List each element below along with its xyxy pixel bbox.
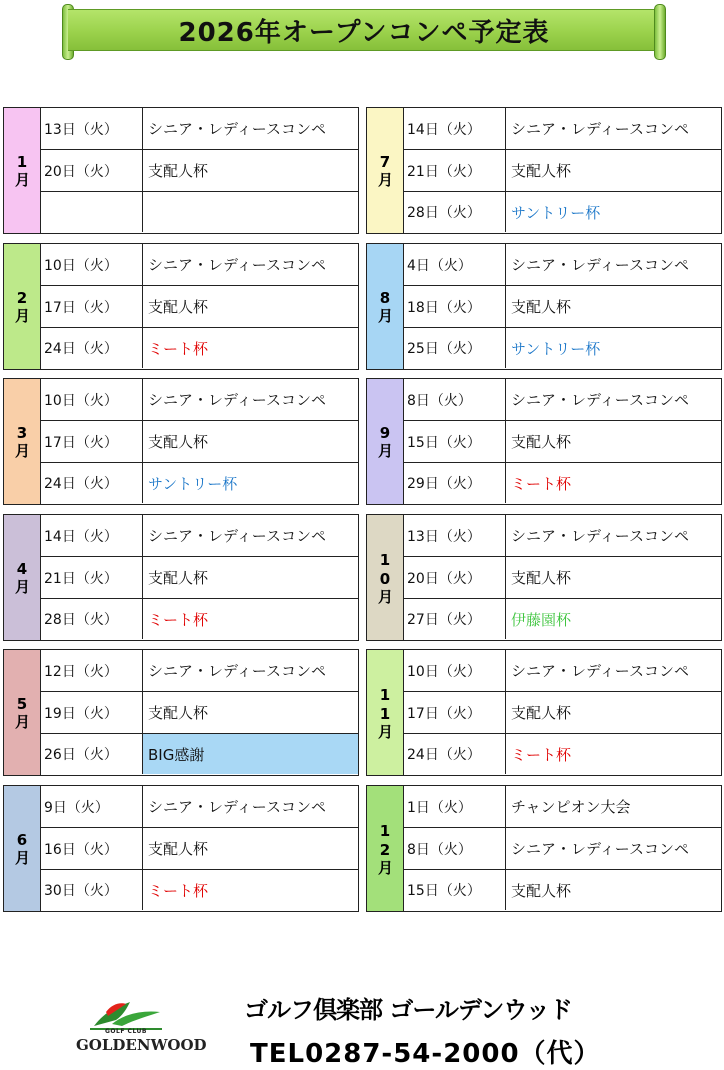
logo-text: GOLDENWOOD xyxy=(76,1036,207,1054)
event-name: 支配人杯 xyxy=(148,298,209,316)
event-date: 12日（火） xyxy=(40,650,143,691)
event-date: 24日（火） xyxy=(40,463,143,503)
month-block xyxy=(3,107,359,234)
logo-subtext: GOLF CLUB xyxy=(105,1028,147,1035)
event-name: サントリー杯 xyxy=(148,474,238,493)
schedule-row xyxy=(403,244,721,286)
event-name: 支配人杯 xyxy=(148,569,209,587)
schedule-row xyxy=(403,599,721,639)
event-date: 29日（火） xyxy=(403,463,506,503)
event-name: 支配人杯 xyxy=(511,298,572,316)
schedule-row xyxy=(403,557,721,599)
schedule-row xyxy=(40,328,358,368)
month-block xyxy=(366,378,722,505)
event-date: 21日（火） xyxy=(403,150,506,191)
event-name: シニア・レディースコンペ xyxy=(148,527,327,545)
event-date: 20日（火） xyxy=(40,150,143,191)
schedule-row xyxy=(403,515,721,557)
event-date: 10日（火） xyxy=(403,650,506,691)
event-date: 16日（火） xyxy=(40,828,143,869)
schedule-row xyxy=(40,734,358,774)
telephone-number: TEL0287-54-2000（代） xyxy=(250,1039,601,1069)
month-block xyxy=(366,107,722,234)
schedule-row xyxy=(403,463,721,503)
event-name: シニア・レディースコンペ xyxy=(148,256,327,274)
schedule-row xyxy=(403,379,721,421)
page-title: 2026年オープンコンペ予定表 xyxy=(178,17,550,48)
event-date: 21日（火） xyxy=(40,557,143,598)
event-name: シニア・レディースコンペ xyxy=(511,391,690,409)
event-name: シニア・レディースコンペ xyxy=(148,391,327,409)
month-label: 10月 xyxy=(367,515,404,640)
event-name: 支配人杯 xyxy=(511,881,572,900)
schedule-row xyxy=(40,421,358,463)
schedule-row xyxy=(40,515,358,557)
event-date xyxy=(40,192,143,232)
schedule-row xyxy=(40,828,358,870)
event-name: ミート杯 xyxy=(148,881,209,900)
schedule-row xyxy=(403,108,721,150)
event-date: 27日（火） xyxy=(403,599,506,639)
event-name: 支配人杯 xyxy=(148,840,209,858)
event-name: シニア・レディースコンペ xyxy=(511,256,690,274)
event-date: 15日（火） xyxy=(403,870,506,910)
event-name: 伊藤園杯 xyxy=(511,610,572,629)
event-date: 14日（火） xyxy=(40,515,143,556)
month-block xyxy=(366,514,722,641)
month-label: 12月 xyxy=(367,786,404,911)
schedule-row xyxy=(40,692,358,734)
month-label: 11月 xyxy=(367,650,404,775)
event-name: 支配人杯 xyxy=(511,162,572,180)
event-name: シニア・レディースコンペ xyxy=(511,662,690,680)
month-label: 9月 xyxy=(367,379,404,504)
event-name: ミート杯 xyxy=(148,339,209,358)
event-date: 19日（火） xyxy=(40,692,143,733)
month-block xyxy=(366,785,722,912)
schedule-row xyxy=(40,650,358,692)
event-name: BIG感謝 xyxy=(143,734,358,774)
schedule-row xyxy=(40,379,358,421)
event-date: 17日（火） xyxy=(40,421,143,462)
month-block xyxy=(3,785,359,912)
month-block xyxy=(366,649,722,776)
event-date: 17日（火） xyxy=(40,286,143,327)
month-label: 2月 xyxy=(4,244,41,369)
event-date: 9日（火） xyxy=(40,786,143,827)
event-date: 1日（火） xyxy=(403,786,506,827)
schedule-row xyxy=(403,734,721,774)
month-label: 5月 xyxy=(4,650,41,775)
month-block xyxy=(3,514,359,641)
event-name xyxy=(143,192,358,232)
event-name: 支配人杯 xyxy=(148,704,209,722)
event-date: 15日（火） xyxy=(403,421,506,462)
event-date: 17日（火） xyxy=(403,692,506,733)
schedule-row xyxy=(403,192,721,232)
event-name: シニア・レディースコンペ xyxy=(148,798,327,816)
event-date: 18日（火） xyxy=(403,286,506,327)
schedule-row xyxy=(403,650,721,692)
club-name: ゴルフ倶楽部 ゴールデンウッド xyxy=(244,996,572,1024)
event-date: 8日（火） xyxy=(403,828,506,869)
event-name: ミート杯 xyxy=(148,610,209,629)
event-date: 10日（火） xyxy=(40,379,143,420)
event-date: 14日（火） xyxy=(403,108,506,149)
month-label: 4月 xyxy=(4,515,41,640)
event-date: 10日（火） xyxy=(40,244,143,285)
schedule-row xyxy=(40,786,358,828)
schedule-row xyxy=(40,192,358,232)
event-name: シニア・レディースコンペ xyxy=(148,662,327,680)
schedule-row xyxy=(40,870,358,910)
month-label: 7月 xyxy=(367,108,404,233)
event-date: 20日（火） xyxy=(403,557,506,598)
event-name: ミート杯 xyxy=(511,745,572,764)
month-label: 1月 xyxy=(4,108,41,233)
schedule-row xyxy=(403,692,721,734)
month-label: 6月 xyxy=(4,786,41,911)
event-name: 支配人杯 xyxy=(511,704,572,722)
month-block xyxy=(3,649,359,776)
event-name: シニア・レディースコンペ xyxy=(511,120,690,138)
month-block xyxy=(3,378,359,505)
schedule-row xyxy=(40,244,358,286)
event-name: シニア・レディースコンペ xyxy=(511,527,690,545)
event-date: 30日（火） xyxy=(40,870,143,910)
event-name: 支配人杯 xyxy=(511,433,572,451)
event-name: チャンピオン大会 xyxy=(511,798,631,816)
month-block xyxy=(3,243,359,370)
month-block xyxy=(366,243,722,370)
banner-band xyxy=(68,9,660,51)
schedule-row xyxy=(403,286,721,328)
schedule-row xyxy=(403,870,721,910)
event-name: サントリー杯 xyxy=(511,339,601,358)
event-date: 26日（火） xyxy=(40,734,143,774)
banner-roll-right xyxy=(654,4,666,60)
event-date: 13日（火） xyxy=(40,108,143,149)
event-date: 25日（火） xyxy=(403,328,506,368)
schedule-row xyxy=(40,463,358,503)
month-label: 8月 xyxy=(367,244,404,369)
event-name: 支配人杯 xyxy=(148,162,209,180)
schedule-row xyxy=(403,328,721,368)
event-date: 28日（火） xyxy=(40,599,143,639)
event-name: サントリー杯 xyxy=(511,203,601,222)
event-name: 支配人杯 xyxy=(511,569,572,587)
club-logo xyxy=(76,1000,207,1062)
schedule-row xyxy=(40,108,358,150)
schedule-row xyxy=(40,557,358,599)
event-date: 28日（火） xyxy=(403,192,506,232)
event-name: シニア・レディースコンペ xyxy=(511,840,690,858)
schedule-row xyxy=(403,421,721,463)
schedule-row xyxy=(403,828,721,870)
schedule-row xyxy=(40,150,358,192)
event-date: 24日（火） xyxy=(40,328,143,368)
event-date: 4日（火） xyxy=(403,244,506,285)
title-banner xyxy=(62,2,666,60)
schedule-row xyxy=(40,599,358,639)
schedule-row xyxy=(403,786,721,828)
schedule-row xyxy=(403,150,721,192)
event-name: ミート杯 xyxy=(511,474,572,493)
schedule-row xyxy=(40,286,358,328)
event-name: 支配人杯 xyxy=(148,433,209,451)
event-date: 13日（火） xyxy=(403,515,506,556)
event-name: シニア・レディースコンペ xyxy=(148,120,327,138)
event-date: 8日（火） xyxy=(403,379,506,420)
month-label: 3月 xyxy=(4,379,41,504)
event-date: 24日（火） xyxy=(403,734,506,774)
tree-logo-icon xyxy=(86,1000,166,1030)
